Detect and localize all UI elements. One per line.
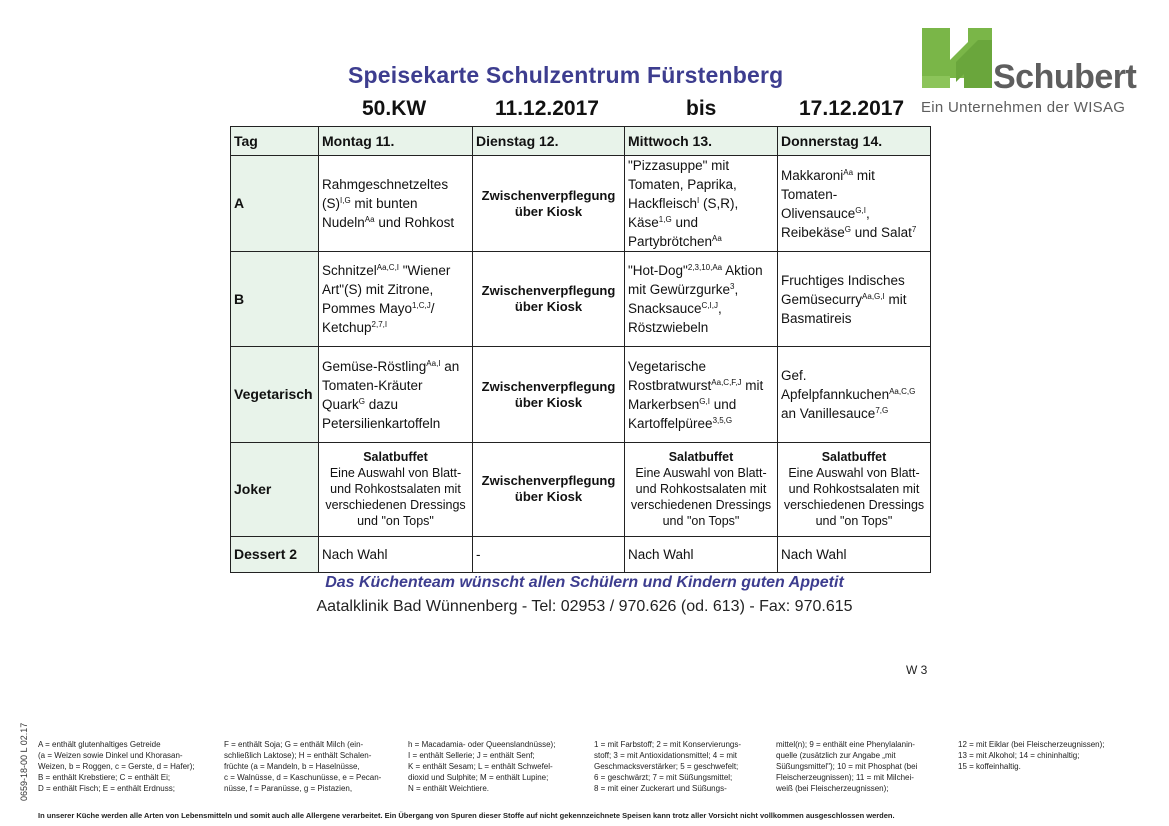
table-row [231,442,931,536]
logo-subtitle: Ein Unternehmen der WISAG [921,99,1126,116]
additive-legend-col-1: 1 = mit Farbstoff; 2 = mit Konservierungs- stoff; 3 = mit Antioxidationsmittel; 4 = mit Geschmacksverstärker; 5 = geschwefelt; 6 = geschwärzt; 7 = mit Süßungsmittel; 8 = mit einer Zuckerart und Süßungs- [594,740,742,793]
menu-cell: Salatbuffet Eine Auswahl von Blatt- und Rohkostsalaten mit verschiedenen Dressings und "on Tops" [625,442,778,536]
menu-cell: Fruchtiges Indisches Gemüsecurry$^{Aa,G,I}$ mit Basmatireis [778,252,931,347]
allergen-note: In unserer Küche werden alle Arten von Lebensmitteln und somit auch alle Allergene verarbeitet. Ein Übergang von Spuren dieser Stoffe auf nicht gekennzeichnete Speisen kann trotz aller Vorsicht nicht vollkommen ausgeschlossen werden. [38,811,895,820]
allergen-legend-col-2: F = enthält Soja; G = enthält Milch (ein- schließlich Laktose); H = enthält Schalen- früchte (a = Mandeln, b = Haselnüsse, c = Walnüsse, d = Kaschunüsse, e = Pecan- nüsse, f = Paranüsse, g = Pistazien, [224,740,382,793]
column-header: Mittwoch 13. [625,127,778,156]
contact-info: Aatalklinik Bad Wünnenberg - Tel: 02953 / 970.626 (od. 613) - Fax: 970.615 [316,598,853,615]
menu-cell: Nach Wahl [625,536,778,572]
menu-cell: "Pizzasuppe" mit Tomaten, Paprika, Hackfleisch$^I$ (S,R), Käse$^{1,G}$ und Partybrötchen$^{Aa}$ [625,156,778,252]
allergen-legend-col-1: A = enthält glutenhaltiges Getreide (a = Weizen sowie Dinkel und Khorasan- Weizen, b = Roggen, c = Gerste, d = Hafer); B = enthält Krebstiere; C = enthält Ei; D = enthält Fisch; E = enthält Erdnuss; [38,740,195,793]
row-label: A [231,156,319,252]
table-row [231,156,931,252]
row-label: Vegetarisch [231,347,319,442]
menu-cell: Schnitzel$^{Aa,C,I}$ "Wiener Art"(S) mit Zitrone, Pommes Mayo$^{1,C,J}$/ Ketchup$^{2,7,I}$ [319,252,473,347]
date-from: 11.12.2017 [495,97,599,120]
table-header-row [231,127,931,156]
menu-cell: Gef. Apfelpfannkuchen$^{Aa,C,G}$ an Vanillesauce$^{7,G}$ [778,347,931,442]
column-header: Montag 11. [319,127,473,156]
row-label: B [231,252,319,347]
bis-label: bis [686,97,717,120]
greeting-text: Das Küchenteam wünscht allen Schülern und Kindern guten Appetit [325,574,844,591]
table-row [231,536,931,572]
menu-cell: "Hot-Dog"$^{2,3,10,Aa}$ Aktion mit Gewürzgurke$^3$, Snacksauce$^{C,I,J}$, Röstzwiebeln [625,252,778,347]
additive-legend-col-3: 12 = mit Eiklar (bei Fleischerzeugnissen); 13 = mit Alkohol; 14 = chininhaltig; 15 = koffeinhaltig. [958,740,1105,771]
page-marker: W 3 [906,663,928,677]
table-row [231,252,931,347]
allergen-legend-col-3: h = Macadamia- oder Queenslandnüsse); I = enthält Sellerie; J = enthält Senf; K = enthält Sesam; L = enthält Schwefel- dioxid und Sulphite; M = enthält Lupine; N = enthält Weichtiere. [408,740,556,793]
additive-legend-col-2: mittel(n); 9 = enthält eine Phenylalanin- quelle (zusätzlich zur Angabe „mit Süßungsmittel"); 10 = mit Phosphat (bei Fleischerzeugnissen); 11 = mit Milchei- weiß (bei Fleischerzeugnissen); [776,740,918,793]
menu-cell: Nach Wahl [319,536,473,572]
column-header: Tag [231,127,319,156]
menu-cell: Zwischenverpflegung über Kiosk [473,347,625,442]
menu-cell: Salatbuffet Eine Auswahl von Blatt- und Rohkostsalaten mit verschiedenen Dressings und "on Tops" [319,442,473,536]
menu-cell: Rahmgeschnetzeltes $(S)^{I,G}$ mit bunten Nudeln$^{Aa}$ und Rohkost [319,156,473,252]
calendar-week: 50.KW [362,97,427,120]
menu-cell: Gemüse-Röstling$^{Aa,I}$ an Tomaten-Kräuter Quark$^G$ dazu Petersilienkartoffeln [319,347,473,442]
menu-cell: Zwischenverpflegung über Kiosk [473,442,625,536]
logo-name: Schubert [993,58,1137,96]
menu-cell: Zwischenverpflegung über Kiosk [473,156,625,252]
column-header: Dienstag 12. [473,127,625,156]
menu-cell: Makkaroni$^{Aa}$ mit Tomaten- Olivensauce$^{G,I}$, Reibekäse$^G$ und Salat$^7$ [778,156,931,252]
menu-table [230,126,931,573]
row-label: Joker [231,442,319,536]
date-to: 17.12.2017 [799,97,905,120]
page-title: Speisekarte Schulzentrum Fürstenberg [348,62,784,88]
menu-cell: Nach Wahl [778,536,931,572]
table-row [231,347,931,442]
row-label: Dessert 2 [231,536,319,572]
menu-cell: Salatbuffet Eine Auswahl von Blatt- und Rohkostsalaten mit verschiedenen Dressings und "on Tops" [778,442,931,536]
document-code: 0659-18-00 L 02.17 [19,722,29,801]
menu-cell: - [473,536,625,572]
menu-cell: Vegetarische Rostbratwurst$^{Aa,C,F,J}$ mit Markerbsen$^{G,I}$ und Kartoffelpüree$^{3,5,G}$ [625,347,778,442]
menu-cell: Zwischenverpflegung über Kiosk [473,252,625,347]
column-header: Donnerstag 14. [778,127,931,156]
